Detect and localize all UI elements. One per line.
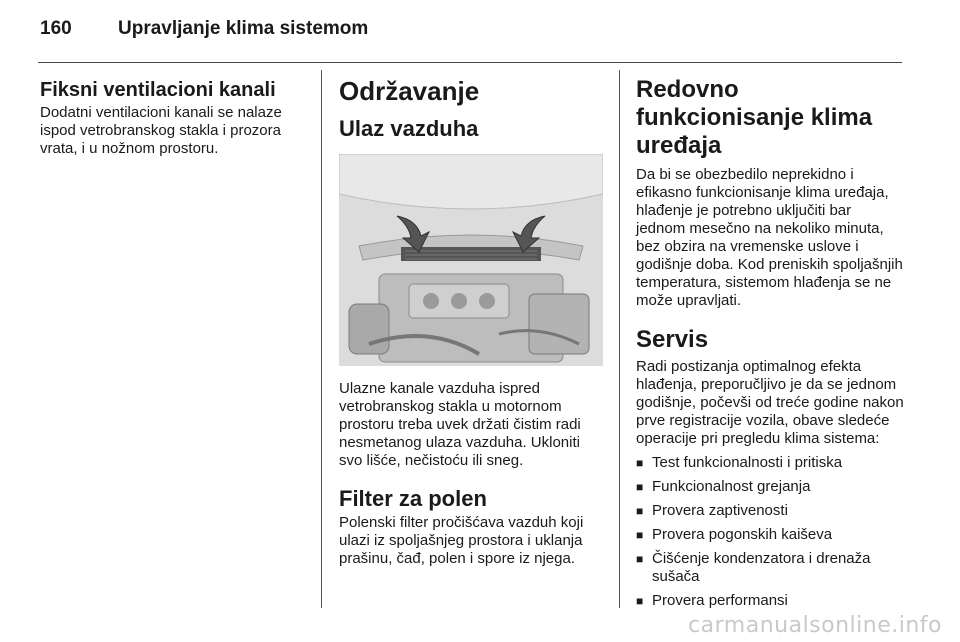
vents-paragraph: Dodatni ventilacioni kanali se nalaze ispod vetrobranskog stakla i prozora vrata, i u nožnom prostoru. — [40, 104, 282, 157]
bullet-icon: ■ — [636, 480, 644, 494]
section-heading-service: Servis — [636, 326, 709, 353]
service-checklist — [636, 454, 904, 610]
header-rule — [38, 62, 902, 63]
bullet-icon: ■ — [636, 594, 644, 608]
service-paragraph: Radi postizanja optimalnog efekta hlađenja, preporučljivo je da se jednom godišnje, počevši od treće godine nakon prve registracije vozila, obave sledeće operacije pri pregledu klima sistema: — [636, 358, 904, 447]
pollen-filter-paragraph: Polenski filter pročišćava vazduh koji ulazi iz spoljašnjeg prostora i uklanja prašinu, čađ, polen i spore iz njega. — [339, 514, 584, 567]
list-item: ■ Provera performansi — [636, 592, 788, 609]
bullet-icon: ■ — [636, 552, 644, 566]
engine-bay-drawing — [339, 154, 603, 366]
section-heading-regular-operation: Redovno funkcionisanje klima uređaja — [636, 76, 873, 159]
list-item: ■ Test funkcionalnosti i pritiska — [636, 454, 843, 471]
list-item: ■ Čišćenje kondenzatora i drenaža sušača — [636, 550, 871, 585]
page-number: 160 — [40, 18, 72, 39]
list-item: ■ Funkcionalnost grejanja — [636, 478, 811, 495]
column-3 — [636, 70, 904, 616]
section-heading-vents: Fiksni ventilacioni kanali — [40, 79, 276, 101]
running-title: Upravljanje klima sistemom — [118, 18, 369, 39]
bullet-icon: ■ — [636, 528, 644, 542]
bullet-icon: ■ — [636, 456, 644, 470]
subheading-air-intake: Ulaz vazduha — [339, 116, 479, 141]
column-2 — [339, 70, 605, 568]
page-header — [40, 14, 920, 44]
engine-bay-illustration — [339, 154, 603, 366]
column-divider-2 — [619, 70, 620, 608]
subheading-pollen-filter: Filter za polen — [339, 486, 487, 511]
list-item: ■ Provera pogonskih kaiševa — [636, 526, 833, 543]
section-heading-maintenance: Održavanje — [339, 76, 480, 106]
bullet-icon: ■ — [636, 504, 644, 518]
column-divider-1 — [321, 70, 322, 608]
watermark: carmanualsonline.info — [688, 613, 942, 638]
regular-operation-paragraph: Da bi se obezbedilo neprekidno i efikasno funkcionisanje klima uređaja, hlađenje je potrebno uključiti bar jednom mesečno na nekoliko minuta, bez obzira na vremenske uslove i godišnje doba. Kod preniskih spoljašnjih temperatura, sistemom hlađenja se ne može upravljati. — [636, 166, 903, 309]
column-1 — [40, 70, 308, 158]
list-item: ■ Provera zaptivenosti — [636, 502, 788, 519]
air-intake-paragraph: Ulazne kanale vazduha ispred vetrobranskog stakla u motornom prostoru treba uvek držati čistim radi nesmetanog ulaza vazduha. Ukloniti svo lišće, nečistoću ili sneg. — [339, 380, 581, 469]
